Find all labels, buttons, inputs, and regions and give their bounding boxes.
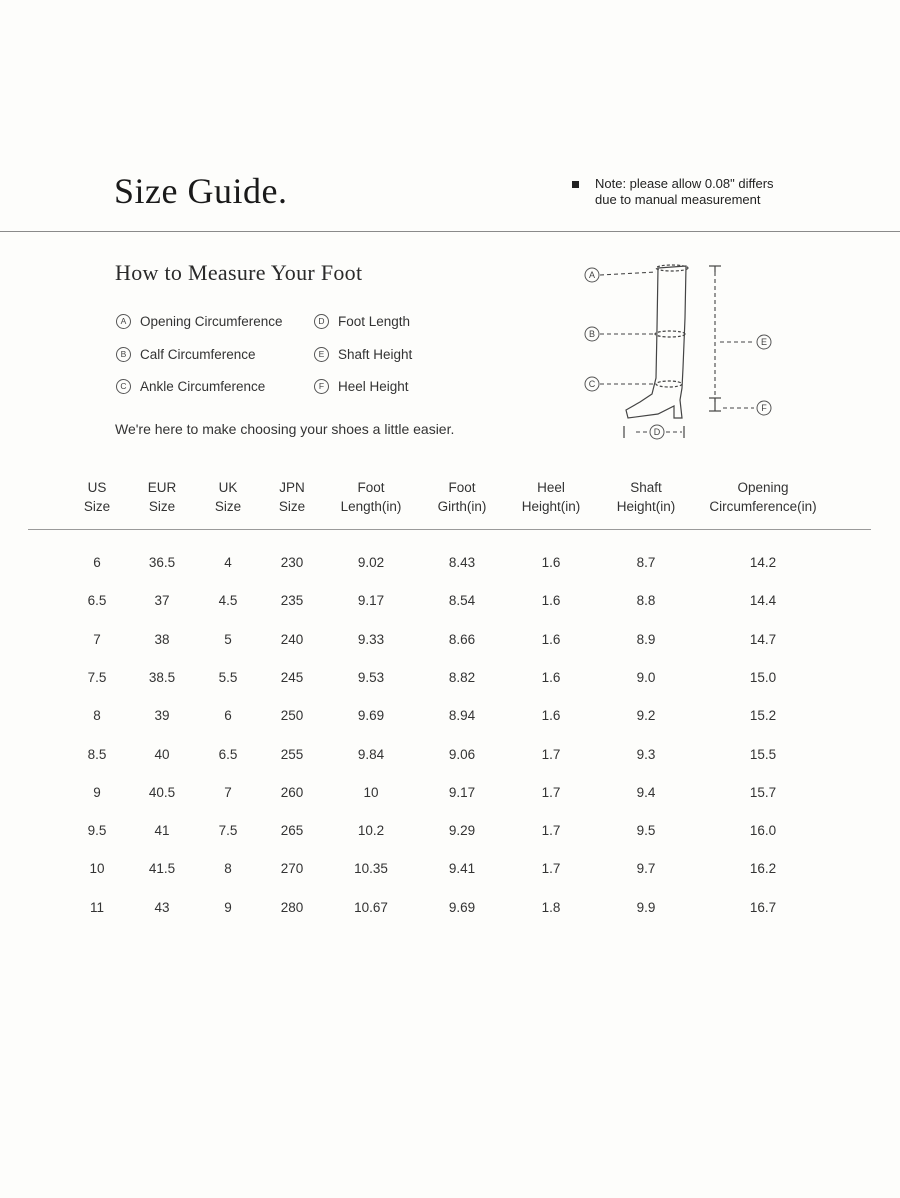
legend-item-heel-height	[314, 379, 409, 394]
diagram-label-e: E	[760, 337, 768, 347]
table-cell: 9.84	[357, 746, 385, 762]
header-line: Circumference(in)	[709, 499, 817, 514]
table-cell: 7.5	[218, 823, 238, 839]
table-cell: 8.82	[448, 669, 476, 685]
table-row	[0, 593, 900, 613]
header-uk-size	[215, 478, 241, 516]
diagram-label-d: D	[653, 427, 661, 437]
letter-a-icon: A	[116, 314, 131, 329]
table-cell: 8.5	[87, 746, 107, 762]
table-cell: 9.5	[636, 823, 656, 839]
table-cell: 15.2	[749, 708, 777, 724]
table-cell: 9.2	[636, 708, 656, 724]
table-cell: 14.4	[749, 593, 777, 609]
table-cell: 36.5	[148, 555, 176, 570]
letter-e-icon: E	[314, 347, 329, 362]
table-cell: 9.69	[448, 899, 476, 915]
table-cell: 38.5	[148, 669, 176, 685]
note-line-2: due to manual measurement	[595, 192, 761, 207]
header-opening-circumference	[709, 478, 816, 516]
table-cell: 10.2	[357, 823, 385, 839]
legend-label: Opening Circumference	[140, 314, 283, 329]
table-row	[0, 861, 900, 881]
table-cell: 10.67	[354, 899, 388, 915]
header-shaft-height	[617, 478, 676, 516]
header-line: Heel	[537, 480, 565, 495]
measure-title: How to Measure Your Foot	[115, 260, 363, 285]
header-eur-size	[148, 478, 177, 516]
table-cell: 255	[280, 746, 304, 762]
header-line: US	[87, 480, 107, 495]
table-cell: 15.5	[749, 746, 777, 762]
header-jpn-size	[279, 478, 305, 516]
table-cell: 40.5	[148, 784, 176, 800]
table-row	[0, 785, 900, 805]
table-cell: 41.5	[148, 861, 176, 877]
legend-label: Foot Length	[338, 314, 411, 329]
table-cell: 9.33	[357, 631, 385, 647]
table-cell: 7.5	[87, 669, 107, 685]
legend-item-ankle-circumference	[116, 379, 265, 394]
letter-d-icon: D	[314, 314, 329, 329]
table-cell: 5.5	[218, 669, 238, 685]
diagram-label-a: A	[588, 270, 596, 280]
table-row	[0, 708, 900, 728]
table-cell: 43	[154, 899, 170, 915]
boot-outline	[626, 266, 686, 418]
table-cell: 14.2	[749, 555, 777, 570]
table-cell: 40	[154, 746, 170, 762]
table-row	[0, 632, 900, 652]
calf-ring	[655, 331, 685, 337]
table-cell: 230	[280, 555, 304, 570]
legend-item-foot-length	[314, 314, 410, 329]
table-cell: 4	[224, 555, 232, 570]
legend-label: Ankle Circumference	[140, 379, 266, 394]
table-cell: 1.6	[541, 631, 561, 647]
diagram-label-b: B	[588, 329, 596, 339]
bullet-square-icon	[572, 181, 579, 188]
table-row	[0, 670, 900, 690]
table-cell: 15.7	[749, 784, 777, 800]
header-divider	[0, 231, 900, 232]
tagline: We're here to make choosing your shoes a little easier.	[115, 421, 455, 437]
table-cell: 9	[93, 784, 101, 800]
table-cell: 250	[280, 708, 304, 724]
table-cell: 9.53	[357, 669, 385, 685]
legend-item-shaft-height	[314, 347, 412, 362]
legend-item-opening-circumference	[116, 314, 283, 329]
header-line: EUR	[147, 480, 177, 495]
note-line-1: Note: please allow 0.08" differs	[595, 176, 774, 191]
table-cell: 6.5	[87, 593, 107, 609]
header-foot-girth	[438, 478, 487, 516]
diagram-label-f: F	[761, 403, 767, 413]
boot-diagram	[578, 258, 788, 442]
table-cell: 8.8	[636, 593, 656, 609]
table-cell: 1.7	[541, 823, 561, 839]
table-cell: 1.6	[541, 669, 561, 685]
table-cell: 9.06	[448, 746, 476, 762]
table-cell: 1.6	[541, 555, 561, 570]
table-cell: 7	[93, 631, 101, 647]
table-cell: 1.6	[541, 708, 561, 724]
table-row	[0, 747, 900, 767]
table-cell: 9	[224, 899, 232, 915]
header-line: Opening	[737, 480, 789, 495]
header-line: Size	[83, 499, 111, 514]
table-cell: 10.35	[354, 861, 388, 877]
table-cell: 1.7	[541, 746, 561, 762]
table-cell: 10	[89, 861, 105, 877]
table-cell: 8.66	[448, 631, 476, 647]
table-cell: 7	[224, 784, 232, 800]
table-cell: 1.7	[541, 861, 561, 877]
table-cell: 15.0	[749, 669, 777, 685]
header-line: Size	[148, 499, 176, 514]
table-cell: 14.7	[749, 631, 777, 647]
header-line: Size	[214, 499, 242, 514]
legend-label: Heel Height	[338, 379, 409, 394]
table-cell: 16.7	[749, 899, 777, 915]
table-cell: 8.43	[448, 555, 476, 570]
header-line: Shaft	[630, 480, 662, 495]
table-cell: 38	[154, 631, 170, 647]
table-cell: 9.3	[636, 746, 656, 762]
table-cell: 6	[224, 708, 232, 724]
table-cell: 10	[363, 784, 379, 800]
table-cell: 39	[154, 708, 170, 724]
table-cell: 6.5	[218, 746, 238, 762]
table-cell: 1.8	[541, 899, 561, 915]
legend-item-calf-circumference	[116, 347, 256, 362]
table-cell: 8	[224, 861, 232, 877]
legend-label: Calf Circumference	[140, 347, 256, 362]
table-cell: 265	[280, 823, 304, 839]
ankle-ring	[656, 381, 682, 387]
table-cell: 16.2	[749, 861, 777, 877]
table-row	[0, 900, 900, 920]
table-cell: 9.17	[357, 593, 385, 609]
header-line: Length(in)	[340, 499, 402, 514]
table-cell: 8.94	[448, 708, 476, 724]
header-line: Foot	[448, 480, 476, 495]
table-cell: 9.02	[357, 555, 385, 570]
page-title: Size Guide.	[114, 171, 288, 211]
table-cell: 1.6	[541, 593, 561, 609]
header-line: JPN	[279, 480, 305, 495]
table-header-divider	[28, 529, 871, 530]
diagram-label-c: C	[588, 379, 596, 389]
table-cell: 245	[280, 669, 304, 685]
table-cell: 4.5	[218, 593, 238, 609]
table-cell: 9.5	[87, 823, 107, 839]
header-us-size	[84, 478, 110, 516]
table-cell: 9.4	[636, 784, 656, 800]
table-cell: 9.0	[636, 669, 656, 685]
table-cell: 6	[93, 555, 101, 570]
header-foot-length	[341, 478, 402, 516]
table-cell: 8.9	[636, 631, 656, 647]
table-cell: 9.41	[448, 861, 476, 877]
header-line: Girth(in)	[437, 499, 487, 514]
table-cell: 9.7	[636, 861, 656, 877]
header-line: Foot	[357, 480, 385, 495]
table-cell: 9.69	[357, 708, 385, 724]
table-cell: 37	[154, 593, 170, 609]
table-cell: 41	[154, 823, 170, 839]
table-cell: 16.0	[749, 823, 777, 839]
header-line: Size	[278, 499, 306, 514]
header-line: Height(in)	[616, 499, 676, 514]
header-line: UK	[218, 480, 238, 495]
legend-label: Shaft Height	[338, 347, 413, 362]
table-cell: 11	[89, 899, 105, 915]
table-cell: 9.29	[448, 823, 476, 839]
table-cell: 8	[93, 708, 101, 724]
letter-c-icon: C	[116, 379, 131, 394]
letter-f-icon: F	[314, 379, 329, 394]
table-cell: 280	[280, 899, 304, 915]
table-cell: 1.7	[541, 784, 561, 800]
table-cell: 5	[224, 631, 232, 647]
table-cell: 240	[280, 631, 304, 647]
table-row	[0, 555, 900, 575]
table-row	[0, 823, 900, 843]
table-cell: 9.17	[448, 784, 476, 800]
letter-b-icon: B	[116, 347, 131, 362]
table-cell: 8.7	[636, 555, 656, 570]
header-line: Height(in)	[521, 499, 581, 514]
table-cell: 260	[280, 784, 304, 800]
header-heel-height	[522, 478, 581, 516]
table-cell: 270	[280, 861, 304, 877]
table-cell: 235	[280, 593, 304, 609]
table-cell: 9.9	[636, 899, 656, 915]
table-cell: 8.54	[448, 593, 476, 609]
